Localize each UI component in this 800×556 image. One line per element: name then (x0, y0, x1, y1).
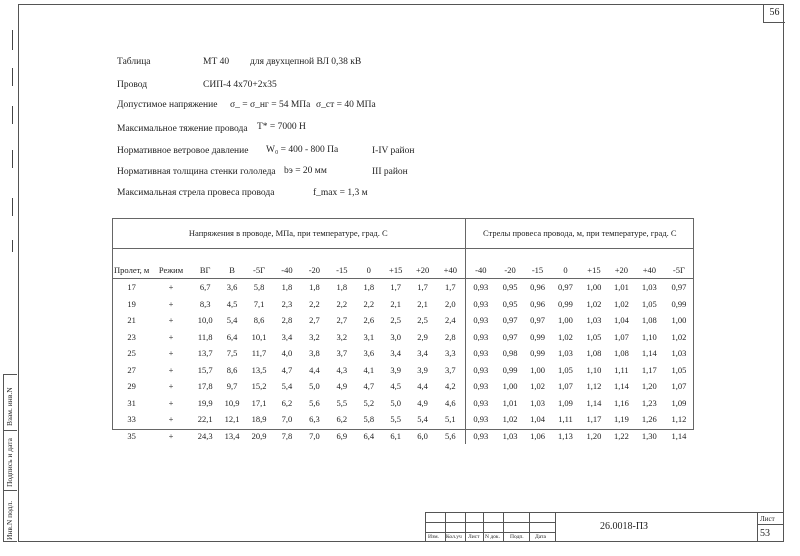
stress-col-header: В (220, 249, 245, 279)
stress-cell: 8,6 (226, 364, 238, 375)
stamp-col-count: Кол.уч (446, 534, 462, 540)
sag-cell: 1,01 (502, 397, 518, 408)
stress-cell: 3,3 (436, 345, 465, 362)
sag-cell: 1,05 (586, 331, 602, 342)
span-cell: 25 (127, 348, 136, 359)
tension-label: Максимальное тяжение провода (117, 124, 248, 134)
stress-cell: 4,9 (336, 381, 348, 392)
stress-cell: 1,7 (436, 279, 465, 296)
stress-cell: 5,5 (336, 397, 348, 408)
sag-cell: 0,93 (473, 348, 489, 359)
sag-cell: 1,02 (558, 331, 573, 342)
stress-cell: 6,2 (336, 414, 348, 425)
sag-cell: 1,14 (586, 397, 602, 408)
stress-cell: 2,9 (417, 331, 428, 342)
sag-cell: 1,10 (586, 364, 602, 375)
sag-col-header: -5Г (664, 249, 694, 279)
stress-cell: 2,7 (336, 315, 348, 326)
sag-cell: 1,17 (586, 414, 602, 425)
sag-cell: 1,30 (641, 430, 657, 441)
stress-cell: 3,7 (336, 348, 348, 359)
sag-cell: 0,93 (473, 282, 489, 293)
stress-col-header: +40 (436, 249, 465, 279)
sag-cell: 1,11 (558, 414, 573, 425)
margin-tick (12, 150, 13, 168)
sag-cell: 1,03 (558, 348, 573, 359)
sag-cell: 0,93 (473, 364, 489, 375)
sag-cell: 1,13 (558, 430, 573, 441)
sag-cell: 1,08 (586, 348, 602, 359)
stress-cell: 7,0 (281, 414, 293, 425)
sag-cell: 1,26 (641, 414, 657, 425)
stress-cell: 5,0 (309, 381, 320, 392)
stress-cell: 4,5 (226, 298, 238, 309)
stress-cell: 5,6 (436, 428, 465, 445)
stress-cell: 3,7 (436, 362, 465, 379)
sag-cell: 0,99 (530, 331, 545, 342)
sag-label: Максимальная стрела провеса провода (117, 188, 275, 198)
wind-region: I-IV район (372, 146, 415, 156)
sag-cell: 0,93 (473, 381, 489, 392)
stress-cell: 1,7 (417, 282, 428, 293)
stress-col-header: -15 (328, 249, 355, 279)
sag-cell: 0,99 (530, 348, 545, 359)
margin-tick (12, 106, 13, 124)
span-cell: 27 (127, 364, 136, 375)
sag-cell: 0,93 (473, 331, 489, 342)
stress-cell: 2,4 (436, 312, 465, 329)
stress-cell: 4,0 (281, 348, 293, 359)
sag-col-header: -20 (496, 249, 524, 279)
stress-cell: 1,7 (390, 282, 401, 293)
sag-cell: 1,07 (558, 381, 573, 392)
table-row (112, 296, 694, 313)
wind-value: W₀ = 400 - 800 Па (266, 145, 339, 155)
stress-cell: 22,1 (197, 414, 213, 425)
sheet-label: Лист (760, 515, 775, 523)
stress-cell: 10,9 (224, 397, 240, 408)
margin-tick (12, 30, 13, 50)
sag-cell: 1,00 (502, 381, 518, 392)
sag-cell: 1,04 (613, 315, 629, 326)
stress-cell: 5,4 (226, 315, 238, 326)
stress-cell: 19,9 (197, 397, 213, 408)
wire-value: СИП-4 4х70+2х35 (203, 80, 277, 90)
sag-cell: 0,93 (473, 315, 489, 326)
stress-value-2: σ_ст = 40 МПа (316, 100, 376, 110)
stress-cell: 5,4 (417, 414, 428, 425)
stress-cell: 4,6 (436, 395, 465, 412)
table-row (112, 362, 694, 379)
mode-cell: + (168, 397, 174, 408)
document-number: 26.0018-ПЗ (600, 521, 649, 532)
margin-tick (12, 68, 13, 86)
sag-cell: 0,97 (502, 315, 518, 326)
sag-cell: 0,99 (502, 364, 518, 375)
span-cell: 23 (127, 331, 136, 342)
stress-cell: 2,8 (436, 329, 465, 346)
mode-cell: + (168, 348, 174, 359)
stress-cell: 3,4 (417, 348, 428, 359)
sag-col-header: 0 (551, 249, 580, 279)
span-cell: 35 (127, 430, 136, 441)
sag-col-header: +40 (635, 249, 664, 279)
wind-label: Нормативное ветровое давление (117, 146, 249, 156)
sag-cell: 0,98 (502, 348, 518, 359)
stress-cell: 5,5 (390, 414, 401, 425)
stress-cell: 7,0 (309, 430, 320, 441)
sag-cell: 1,23 (641, 397, 657, 408)
stress-cell: 2,6 (363, 315, 375, 326)
margin-tick (12, 198, 13, 216)
span-cell: 17 (127, 282, 136, 293)
table-code: МТ 40 (203, 57, 230, 67)
stress-cell: 7,1 (253, 298, 265, 309)
sag-col-header: +20 (608, 249, 635, 279)
sag-cell: 1,10 (641, 331, 657, 342)
stress-cell: 1,8 (309, 282, 320, 293)
sag-cell: 1,02 (613, 298, 629, 309)
stress-cell: 5,2 (363, 397, 375, 408)
stress-value-1: σ_ = σ_нг = 54 МПа (230, 100, 311, 110)
stress-cell: 13,4 (224, 430, 240, 441)
table-description: для двухцепной ВЛ 0,38 кВ (250, 57, 362, 67)
stress-cell: 3,4 (390, 348, 401, 359)
margin-label-signature: Подпись и дата (5, 438, 14, 487)
stress-cell: 15,2 (251, 381, 267, 392)
sag-cell: 0,99 (558, 298, 573, 309)
table-row (112, 312, 694, 329)
stress-cell: 8,6 (253, 315, 265, 326)
stress-cell: 4,9 (417, 397, 428, 408)
stress-col-header: +15 (382, 249, 409, 279)
stress-cell: 6,7 (199, 282, 211, 293)
mode-cell: + (168, 381, 174, 392)
sag-cell: 1,05 (558, 364, 573, 375)
stress-cell: 11,7 (251, 348, 267, 359)
span-cell: 29 (127, 381, 136, 392)
stress-cell: 2,5 (417, 315, 428, 326)
stress-cell: 13,7 (197, 348, 213, 359)
sag-cell: 1,03 (641, 282, 657, 293)
sag-group-header: Стрелы провеса провода, м, при температуре, град. С (465, 218, 694, 249)
stress-cell: 6,1 (390, 430, 401, 441)
table-row (112, 411, 694, 428)
stress-cell: 3,0 (390, 331, 401, 342)
span-cell: 31 (127, 397, 136, 408)
stress-cell: 3,2 (309, 331, 320, 342)
sag-col-header: -40 (465, 249, 496, 279)
sag-col-header: +15 (580, 249, 608, 279)
stress-cell: 6,0 (417, 430, 428, 441)
stamp-col-sign: Подп. (510, 534, 524, 540)
stress-cell: 2,2 (336, 298, 348, 309)
stress-cell: 5,8 (253, 282, 265, 293)
sag-cell: 1,02 (530, 381, 545, 392)
table-row (112, 395, 694, 412)
sag-cell: 1,02 (502, 414, 518, 425)
sag-cell: 0,93 (473, 414, 489, 425)
sag-cell: 0,97 (671, 282, 687, 293)
page-number-top: 56 (763, 4, 785, 23)
stress-cell: 17,1 (251, 397, 267, 408)
margin-label-inv: Инв.N подл. (5, 500, 14, 540)
stress-cell: 5,4 (281, 381, 293, 392)
stress-cell: 3,2 (336, 331, 348, 342)
stress-cell: 2,0 (436, 296, 465, 313)
mode-cell: + (168, 430, 174, 441)
sag-cell: 1,00 (530, 364, 545, 375)
col-mode-header: Режим (151, 249, 190, 279)
sag-cell: 1,14 (671, 430, 687, 441)
mode-cell: + (168, 414, 174, 425)
stress-cell: 3,6 (363, 348, 375, 359)
table-row (112, 345, 694, 362)
sag-cell: 1,04 (530, 414, 545, 425)
sag-cell: 1,03 (530, 397, 545, 408)
stress-cell: 7,8 (281, 430, 293, 441)
stress-col-header: ВГ (191, 249, 220, 279)
stress-cell: 15,7 (197, 364, 213, 375)
mode-cell: + (168, 282, 174, 293)
sag-cell: 1,02 (586, 298, 602, 309)
sag-col-header: -15 (524, 249, 551, 279)
sag-cell: 0,95 (502, 282, 518, 293)
sag-value: f_max = 1,3 м (313, 188, 368, 198)
sag-cell: 0,93 (473, 430, 489, 441)
sag-cell: 1,07 (671, 381, 687, 392)
stress-cell: 5,8 (363, 414, 375, 425)
stamp-col-sheet: Лист (468, 534, 480, 540)
stress-cell: 2,5 (390, 315, 401, 326)
sag-cell: 1,03 (671, 348, 687, 359)
stress-cell: 2,1 (390, 298, 401, 309)
stress-cell: 2,3 (281, 298, 293, 309)
stress-cell: 2,2 (363, 298, 375, 309)
sag-cell: 1,06 (530, 430, 545, 441)
stress-cell: 11,8 (197, 331, 213, 342)
stress-cell: 10,1 (251, 331, 267, 342)
mode-cell: + (168, 298, 174, 309)
stamp-col-change: Изм. (428, 534, 439, 540)
sag-cell: 1,07 (613, 331, 629, 342)
span-cell: 33 (127, 414, 136, 425)
ice-label: Нормативная толщина стенки гололеда (117, 167, 276, 177)
stress-cell: 1,8 (363, 282, 375, 293)
stamp-col-date: Дата (535, 534, 546, 540)
stress-cell: 6,3 (309, 414, 320, 425)
sag-cell: 1,05 (641, 298, 657, 309)
sag-cell: 0,97 (558, 282, 573, 293)
stress-cell: 3,9 (390, 364, 401, 375)
stress-cell: 3,9 (417, 364, 428, 375)
sag-cell: 1,03 (586, 315, 602, 326)
sag-cell: 1,00 (558, 315, 573, 326)
stress-group-header: Напряжения в проводе, МПа, при температуре, град. С (112, 218, 465, 249)
sag-cell: 1,12 (586, 381, 602, 392)
sag-cell: 0,93 (473, 397, 489, 408)
sag-cell: 1,09 (558, 397, 573, 408)
stress-cell: 4,7 (363, 381, 375, 392)
stress-cell: 9,7 (226, 381, 238, 392)
sheet-number: 53 (760, 528, 770, 539)
span-cell: 19 (127, 298, 136, 309)
sag-cell: 1,05 (671, 364, 687, 375)
sag-cell: 1,12 (671, 414, 687, 425)
sag-cell: 1,11 (614, 364, 629, 375)
sag-cell: 1,20 (641, 381, 657, 392)
table-row (112, 428, 694, 445)
stress-cell: 4,7 (281, 364, 293, 375)
stress-col-header: -20 (300, 249, 328, 279)
ice-region: III район (372, 167, 408, 177)
stress-cell: 20,9 (251, 430, 267, 441)
sag-cell: 1,08 (641, 315, 657, 326)
ice-value: bэ = 20 мм (284, 166, 327, 176)
stress-cell: 4,5 (390, 381, 401, 392)
stress-cell: 8,3 (199, 298, 211, 309)
stress-cell: 3,1 (363, 331, 375, 342)
sag-cell: 0,95 (502, 298, 518, 309)
stress-cell: 2,7 (309, 315, 320, 326)
stress-label: Допустимое напряжение (117, 100, 218, 110)
wire-label: Провод (117, 80, 148, 90)
stress-cell: 2,1 (417, 298, 428, 309)
col-span-header: Пролет, м (112, 249, 151, 279)
sag-cell: 1,00 (671, 315, 687, 326)
mode-cell: + (168, 331, 174, 342)
stress-cell: 7,5 (226, 348, 238, 359)
sag-cell: 1,03 (502, 430, 518, 441)
stress-cell: 3,8 (309, 348, 320, 359)
stress-cell: 24,3 (197, 430, 213, 441)
margin-label-replace: Взам. инв.N (5, 387, 14, 426)
span-cell: 21 (127, 315, 136, 326)
stress-cell: 5,6 (309, 397, 320, 408)
table-row (112, 329, 694, 346)
stress-cell: 4,3 (336, 364, 348, 375)
stress-cell: 13,5 (251, 364, 267, 375)
stress-cell: 3,4 (281, 331, 293, 342)
sag-cell: 1,22 (613, 430, 629, 441)
stress-cell: 3,6 (226, 282, 238, 293)
sag-cell: 1,09 (671, 397, 687, 408)
sag-cell: 0,96 (530, 282, 545, 293)
stress-cell: 6,9 (336, 430, 348, 441)
sag-cell: 0,96 (530, 298, 545, 309)
stress-cell: 6,4 (226, 331, 238, 342)
sag-cell: 1,14 (641, 348, 657, 359)
table-label: Таблица (117, 57, 151, 67)
tension-value: T* = 7000 Н (257, 122, 306, 132)
sag-cell: 0,99 (671, 298, 687, 309)
stress-col-header: 0 (355, 249, 382, 279)
stress-cell: 2,2 (309, 298, 320, 309)
stress-cell: 12,1 (224, 414, 240, 425)
stress-cell: 2,8 (281, 315, 293, 326)
stress-cell: 6,4 (363, 430, 375, 441)
sag-cell: 0,93 (473, 298, 489, 309)
stress-cell: 5,0 (390, 397, 401, 408)
stress-col-header: -5Г (245, 249, 274, 279)
sag-cell: 1,14 (613, 381, 629, 392)
sag-cell: 0,97 (502, 331, 518, 342)
margin-tick (12, 240, 13, 252)
sag-cell: 0,97 (530, 315, 545, 326)
stress-cell: 4,4 (309, 364, 320, 375)
sag-cell: 1,17 (641, 364, 657, 375)
sag-cell: 1,19 (613, 414, 629, 425)
mode-cell: + (168, 364, 174, 375)
stamp-col-doc: N док. (485, 534, 500, 540)
data-table (112, 218, 694, 444)
table-row (112, 279, 694, 296)
stress-cell: 4,1 (363, 364, 375, 375)
stress-col-header: -40 (274, 249, 301, 279)
sag-cell: 1,02 (671, 331, 687, 342)
stress-cell: 18,9 (251, 414, 267, 425)
stress-cell: 4,4 (417, 381, 428, 392)
stress-cell: 1,8 (336, 282, 348, 293)
sag-cell: 1,01 (613, 282, 629, 293)
sag-cell: 1,00 (586, 282, 602, 293)
mode-cell: + (168, 315, 174, 326)
sag-cell: 1,16 (613, 397, 629, 408)
stress-col-header: +20 (409, 249, 436, 279)
sag-cell: 1,20 (586, 430, 602, 441)
stress-cell: 10,0 (197, 315, 213, 326)
sag-cell: 1,08 (613, 348, 629, 359)
stress-cell: 17,8 (197, 381, 213, 392)
stress-cell: 6,2 (281, 397, 293, 408)
stress-cell: 4,2 (436, 378, 465, 395)
stress-cell: 5,1 (436, 411, 465, 428)
stress-cell: 1,8 (281, 282, 293, 293)
table-row (112, 378, 694, 395)
